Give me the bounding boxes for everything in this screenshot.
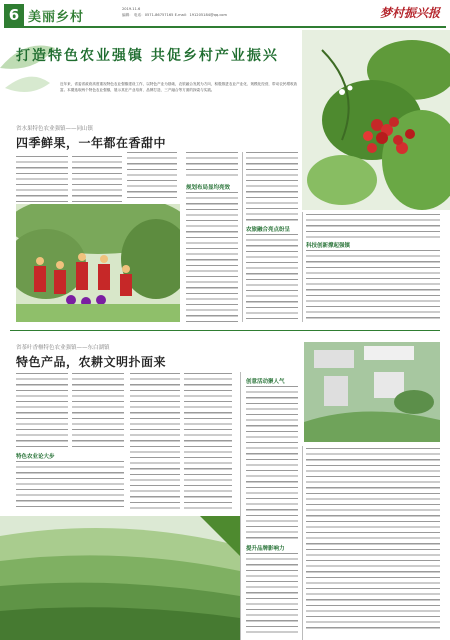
header-rule: [4, 26, 446, 28]
story1-subhead-1: 规划布局显均亮效: [186, 185, 231, 191]
farmers-photo: [16, 204, 180, 322]
story2-column-5: [306, 448, 440, 633]
column-divider: [302, 212, 303, 322]
issue-info: [122, 6, 227, 18]
story2-subhead-2: 创意活动聚人气: [246, 379, 285, 385]
story-divider: [10, 330, 440, 331]
story2-column-4b: [246, 553, 298, 633]
column-divider: [302, 446, 303, 640]
story1-column-5a: [306, 214, 440, 238]
story1-column-1: [16, 156, 68, 202]
story2-column-3: [184, 373, 232, 511]
story1-column-4b: [246, 234, 298, 322]
page-number: 6: [4, 4, 24, 26]
story2-column-4a: [246, 386, 298, 541]
story1-column-5b: [306, 250, 440, 322]
story2-column-1a: [16, 373, 68, 449]
story2-column-2: [130, 373, 180, 511]
story2-column-1b: [72, 373, 124, 449]
story2-subhead-1: 特色农业论大步: [16, 454, 55, 460]
story1-subhead-3: 科技创新撑起强镇: [306, 243, 351, 249]
story1-column-4a: [246, 152, 298, 222]
story1-title: 四季鲜果，一年都在香甜中: [16, 136, 167, 150]
issue-date: 2019.11.6: [122, 7, 141, 11]
tea-field-photo: [0, 516, 240, 640]
column-divider: [242, 152, 243, 322]
story1-column-2b: [186, 152, 238, 180]
column-divider: [240, 372, 241, 640]
fruit-photo: [302, 30, 450, 210]
section-title: 美丽乡村: [28, 10, 85, 25]
paper-masthead: 梦村振兴报: [379, 6, 440, 20]
lead-paragraph: 近年来，省委省政府高度重视特色农业强镇建设工作，以特色产业为基础，农旅融合发展为方向，积极推进农业产业化、规模化经营，带动农民增收致富。本期选取两个特色农业强镇，展示其在产业培育、品牌打造、三产融合等方面的探索与实践。: [60, 82, 298, 92]
story1-column-2a: [127, 152, 177, 202]
story1-kicker: 省水果特色农业强镇——同山镇: [16, 126, 94, 132]
story1-column-3: [186, 192, 238, 322]
story2-subhead-3: 提升品牌影响力: [246, 546, 285, 552]
story1-subhead-2: 农旅融合亮点纷呈: [246, 227, 291, 233]
editor-contact: 编辑： 电话：0571-86757165 E-mail：191205184@qq.com: [122, 13, 227, 17]
story2-kicker: 省茶叶香榧特色农业强镇——东白湖镇: [16, 345, 110, 351]
main-headline: 打造特色农业强镇 共促乡村产业振兴: [16, 48, 279, 64]
story2-column-1c: [16, 461, 124, 511]
town-aerial-photo: [304, 342, 440, 442]
story2-title: 特色产品，农耕文明扑面来: [16, 355, 167, 369]
story1-column-1b: [72, 156, 122, 202]
